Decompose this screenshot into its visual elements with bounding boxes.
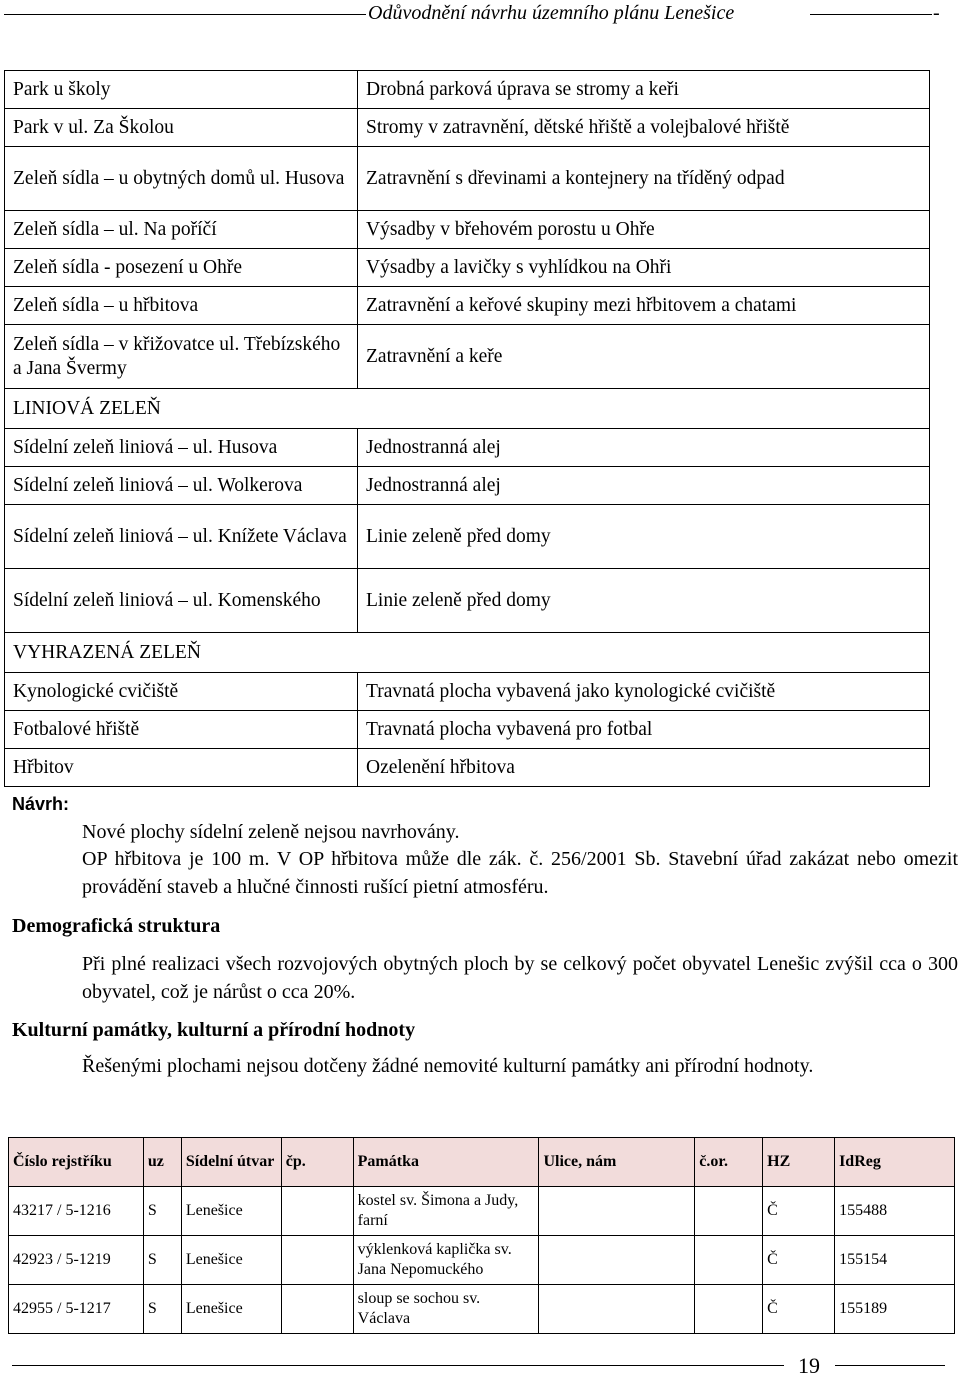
header-rule-left: [4, 14, 366, 15]
table-row: [5, 711, 930, 749]
cell-hz: Č: [763, 1187, 835, 1236]
green-desc: Linie zeleně před domy: [358, 569, 930, 633]
cell-cp: [281, 1187, 353, 1236]
header-rule-right: [810, 14, 932, 15]
page-header: [0, 0, 960, 30]
cell-cor: [695, 1285, 763, 1334]
cell-settlement: Lenešice: [181, 1236, 281, 1285]
page-footer: [0, 1355, 960, 1377]
green-desc: Stromy v zatravnění, dětské hřiště a volejbalové hřiště: [358, 109, 930, 147]
green-name: Hřbitov: [5, 749, 358, 787]
cell-settlement: Lenešice: [181, 1285, 281, 1334]
green-desc: Jednostranná alej: [358, 429, 930, 467]
green-name: Zeleň sídla - posezení u Ohře: [5, 249, 358, 287]
cell-idreg: 155488: [835, 1187, 955, 1236]
green-desc: Ozelenění hřbitova: [358, 749, 930, 787]
cell-register: 43217 / 5-1216: [9, 1187, 144, 1236]
green-name: Fotbalové hřiště: [5, 711, 358, 749]
col-header: Číslo rejstříku: [9, 1138, 144, 1187]
green-name: Zeleň sídla – ul. Na poříčí: [5, 211, 358, 249]
cell-cor: [695, 1187, 763, 1236]
green-name: Sídelní zeleň liniová – ul. Knížete Václava: [5, 505, 358, 569]
green-desc: Zatravnění s dřevinami a kontejnery na tříděný odpad: [358, 147, 930, 211]
cell-idreg: 155189: [835, 1285, 955, 1334]
table-row: [9, 1236, 955, 1285]
header-dash: -: [933, 2, 940, 24]
col-header: č.or.: [695, 1138, 763, 1187]
cell-monument: výklenková kaplička sv. Jana Nepomuckého: [353, 1236, 539, 1285]
cell-register: 42955 / 5-1217: [9, 1285, 144, 1334]
section-heading-reserved: VYHRAZENÁ ZELEŇ: [5, 633, 930, 673]
col-header: Památka: [353, 1138, 539, 1187]
table-row: [5, 249, 930, 287]
cell-uz: S: [143, 1236, 181, 1285]
proposal-line-1: Nové plochy sídelní zeleně nejsou navrhovány.: [82, 821, 460, 843]
proposal-label: Návrh:: [12, 794, 70, 814]
green-name: Sídelní zeleň liniová – ul. Husova: [5, 429, 358, 467]
cell-street: [539, 1285, 695, 1334]
proposal-line-2: OP hřbitova je 100 m. V OP hřbitova může dle zák. č. 256/2001 Sb. Stavební úřad zakázat nebo omezit provádění staveb a hlučné činnosti rušící pietní atmosféru.: [82, 848, 958, 898]
col-header: HZ: [763, 1138, 835, 1187]
cell-register: 42923 / 5-1219: [9, 1236, 144, 1285]
table-row: [5, 505, 930, 569]
table-row: [5, 749, 930, 787]
cell-street: [539, 1236, 695, 1285]
cell-idreg: 155154: [835, 1236, 955, 1285]
green-desc: Zatravnění a keřové skupiny mezi hřbitovem a chatami: [358, 287, 930, 325]
culture-heading: Kulturní památky, kulturní a přírodní hodnoty: [12, 1019, 416, 1041]
cell-monument: kostel sv. Šimona a Judy, farní: [353, 1187, 539, 1236]
table-row: [5, 569, 930, 633]
green-desc: Linie zeleně před domy: [358, 505, 930, 569]
table-row: [5, 673, 930, 711]
cell-hz: Č: [763, 1236, 835, 1285]
cell-uz: S: [143, 1285, 181, 1334]
table-row: [5, 429, 930, 467]
green-name: Zeleň sídla – v křižovatce ul. Třebízského a Jana Švermy: [5, 325, 358, 389]
footer-rule-right: [835, 1365, 945, 1366]
table-row: [5, 147, 930, 211]
monuments-table: [8, 1137, 955, 1334]
green-desc: Drobná parková úprava se stromy a keři: [358, 71, 930, 109]
demography-text: Při plné realizaci všech rozvojových obytných ploch by se celkový počet obyvatel Lenešic zvýšil cca o 300 obyvatel, což je nárůst o cca 20%.: [82, 953, 958, 1003]
green-desc: Jednostranná alej: [358, 467, 930, 505]
green-name: Zeleň sídla – u obytných domů ul. Husova: [5, 147, 358, 211]
section-row: [5, 633, 930, 673]
section-row: [5, 389, 930, 429]
green-name: Park u školy: [5, 71, 358, 109]
page-number: 19: [798, 1353, 820, 1378]
col-header: Sídelní útvar: [181, 1138, 281, 1187]
green-desc: Travnatá plocha vybavená jako kynologické cvičiště: [358, 673, 930, 711]
col-header: čp.: [281, 1138, 353, 1187]
section-heading-linear: LINIOVÁ ZELEŇ: [5, 389, 930, 429]
cell-uz: S: [143, 1187, 181, 1236]
table-row: [5, 109, 930, 147]
green-name: Zeleň sídla – u hřbitova: [5, 287, 358, 325]
green-name: Sídelní zeleň liniová – ul. Wolkerova: [5, 467, 358, 505]
col-header: IdReg: [835, 1138, 955, 1187]
table-row: [9, 1187, 955, 1236]
table-row: [9, 1285, 955, 1334]
cell-settlement: Lenešice: [181, 1187, 281, 1236]
green-name: Kynologické cvičiště: [5, 673, 358, 711]
table-row: [5, 325, 930, 389]
table-header-row: [9, 1138, 955, 1187]
cell-street: [539, 1187, 695, 1236]
table-row: [5, 467, 930, 505]
footer-rule-left: [12, 1365, 784, 1366]
document-title: Odůvodnění návrhu územního plánu Lenešice: [368, 2, 735, 24]
col-header: Ulice, nám: [539, 1138, 695, 1187]
demography-heading: Demografická struktura: [12, 915, 221, 937]
green-desc: Travnatá plocha vybavená pro fotbal: [358, 711, 930, 749]
green-desc: Výsadby v břehovém porostu u Ohře: [358, 211, 930, 249]
greenery-table: [4, 70, 930, 787]
cell-hz: Č: [763, 1285, 835, 1334]
table-row: [5, 71, 930, 109]
cell-cp: [281, 1236, 353, 1285]
green-name: Park v ul. Za Školou: [5, 109, 358, 147]
table-row: [5, 287, 930, 325]
cell-cor: [695, 1236, 763, 1285]
cell-cp: [281, 1285, 353, 1334]
cell-monument: sloup se sochou sv. Václava: [353, 1285, 539, 1334]
green-name: Sídelní zeleň liniová – ul. Komenského: [5, 569, 358, 633]
col-header: uz: [143, 1138, 181, 1187]
culture-text: Řešenými plochami nejsou dotčeny žádné nemovité kulturní památky ani přírodní hodnoty.: [82, 1055, 814, 1077]
green-desc: Zatravnění a keře: [358, 325, 930, 389]
green-desc: Výsadby a lavičky s vyhlídkou na Ohři: [358, 249, 930, 287]
table-row: [5, 211, 930, 249]
